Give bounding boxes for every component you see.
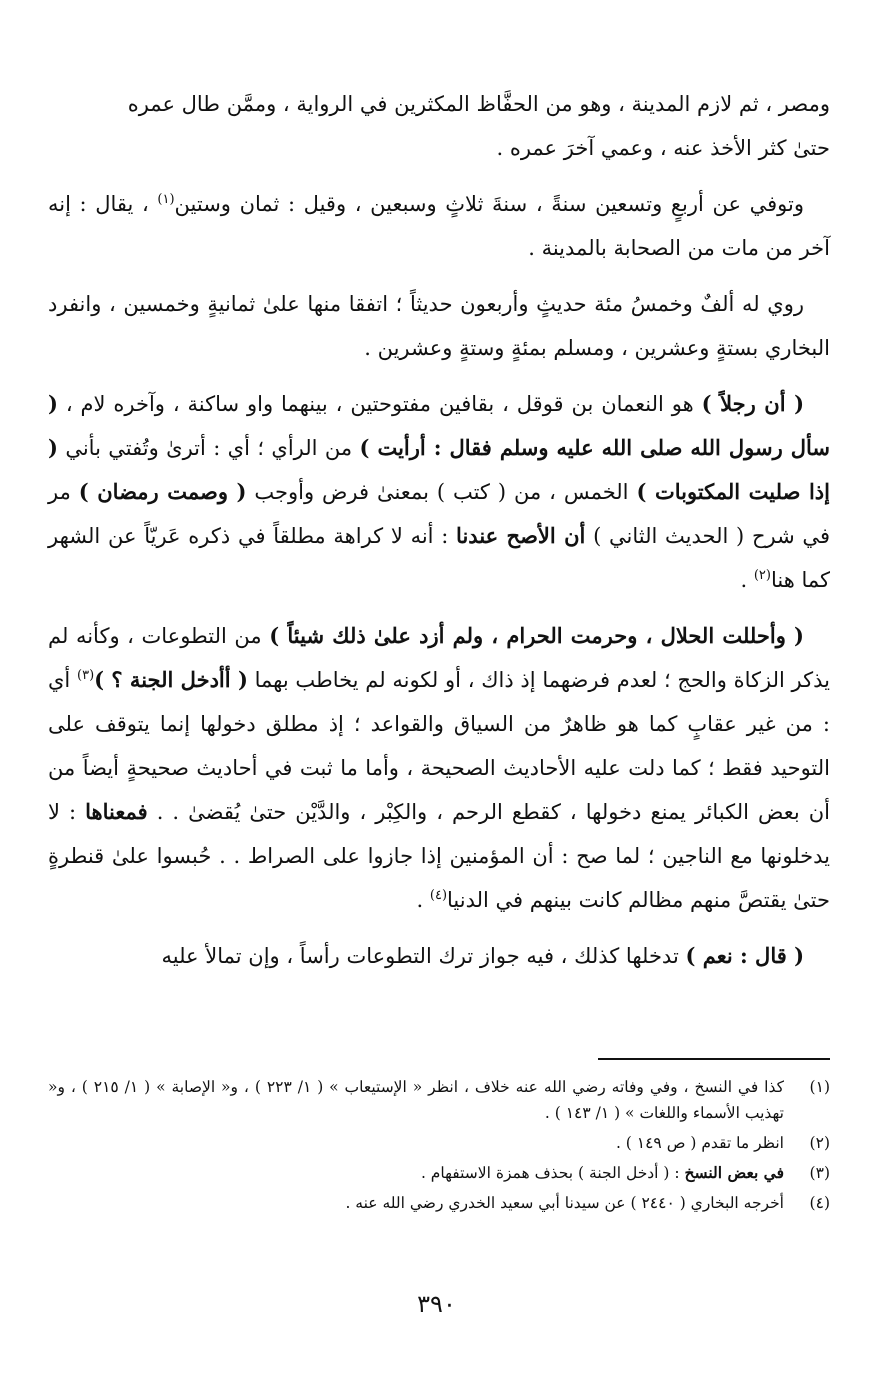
footnote-text: : ( أدخل الجنة ) بحذف همزة الاستفهام . xyxy=(420,1164,685,1182)
paragraph-1-line-2: حتىٰ كثر الأخذ عنه ، وعمي آخرَ عمره . xyxy=(496,136,830,160)
paragraph-5 xyxy=(48,614,830,922)
footnote-text: انظر ما تقدم ( ص ١٤٩ ) . xyxy=(615,1134,784,1152)
paragraph-4-text-1: هو النعمان بن قوقل ، بقافين مفتوحتين ، بينهما واو ساكنة ، وآخره لام ، xyxy=(57,392,702,416)
paragraph-3 xyxy=(48,282,830,370)
footnote-divider xyxy=(598,1058,830,1060)
footnote-ref-4[interactable]: (٤) xyxy=(429,888,448,903)
paragraph-2 xyxy=(48,182,830,270)
paragraph-5-text-2: أي : من غير عقابٍ كما هو ظاهرٌ من السياق والقواعد ؛ إذ مطلق دخولها إنما يتوقف على التوحيد فقط ؛ كما دلت عليه الأحاديث الصحيحة ، وأما ما ثبت في أحاديث صحيحةٍ أيضاً من أن بعض الكبائر يمنع دخولها ، كقطع الرحم ، والكِبْر ، والدَّيْن حتىٰ يُقضىٰ . . xyxy=(48,668,831,824)
footnote-ref-3[interactable]: (٣) xyxy=(77,668,95,683)
main-text xyxy=(48,82,830,978)
paragraph-2-text-b: ، يقال : إنه آخر من مات من الصحابة بالمدينة . xyxy=(48,192,830,260)
footnote-number: (٢) xyxy=(809,1134,830,1152)
paragraph-6-text-1: تدخلها كذلك ، فيه جواز ترك التطوعات رأساً ، وإن تمالأ عليه xyxy=(161,944,686,968)
footnote-2 xyxy=(48,1130,830,1156)
paragraph-6 xyxy=(48,934,830,978)
footnotes xyxy=(48,1074,830,1220)
quote-an-rajulan: ( أن رجلاً ) xyxy=(701,391,804,416)
footnote-text: أخرجه البخاري ( ٢٤٤٠ ) عن سيدنا أبي سعيد الخدري رضي الله عنه . xyxy=(345,1194,784,1212)
page-number: ٣٩٠ xyxy=(417,1290,456,1318)
footnote-number: (٤) xyxy=(809,1194,830,1212)
footnote-number: (١) xyxy=(809,1078,830,1096)
footnote-3 xyxy=(48,1160,830,1186)
paragraph-5-text-4: . xyxy=(416,888,430,912)
footnote-text-wrapper xyxy=(48,1160,784,1186)
paragraph-3-text: روي له ألفٌ وخمسُ مئة حديثٍ وأربعون حديثاً ؛ اتفقا منها علىٰ ثمانيةٍ وخمسين ، وانفرد البخاري بستةٍ وعشرين ، ومسلم بمئةٍ وستةٍ وعشرين . xyxy=(48,292,830,360)
paragraph-5-text-3: : لا يدخلونها مع الناجين ؛ لما صح : أن المؤمنين إذا جازوا على الصراط . . حُبسوا علىٰ قنطرةٍ حتىٰ يقتصَّ منهم مظالم كانت بينهم في الدنيا xyxy=(48,800,830,912)
paragraph-1-line-1: ومصر ، ثم لازم المدينة ، وهو من الحفَّاظ المكثرين في الرواية ، وممَّن طال عمره xyxy=(127,92,830,116)
quote-sumt-ramadan: ( وصمت رمضان ) xyxy=(78,479,247,504)
footnote-1 xyxy=(48,1074,830,1126)
quote-ahlalt-halal: ( وأحللت الحلال ، وحرمت الحرام ، ولم أزد علىٰ ذلك شيئاً ) xyxy=(269,623,804,648)
paragraph-4 xyxy=(48,382,830,602)
quote-qala-naam: ( قال : نعم ) xyxy=(685,943,804,968)
paragraph-4-text-2: من الرأي ؛ أي : أترىٰ وتُفتي بأني xyxy=(57,436,360,460)
footnote-number: (٣) xyxy=(809,1164,830,1182)
paragraph-4-text-6: . xyxy=(740,568,754,592)
quote-salayt-maktubat: ( إذا صليت المكتوبات ) xyxy=(48,435,830,504)
footnote-text: كذا في النسخ ، وفي وفاته رضي الله عنه خلاف ، انظر « الإستيعاب » ( ١/ ٢٢٣ ) ، و« الإصابة » ( ١/ ٢١٥ ) ، و« تهذيب الأسماء واللغات » ( ١/ ١٤٣ ) . xyxy=(48,1078,784,1122)
footnote-ref-1[interactable]: (١) xyxy=(157,192,175,207)
footnote-bold-lead: في بعض النسخ xyxy=(684,1163,784,1182)
paragraph-1 xyxy=(48,82,830,170)
paragraph-2-text-a: وتوفي عن أربعٍ وتسعين سنةً ، سنةَ ثلاثٍ وسبعين ، وقيل : ثمان وستين xyxy=(174,192,804,216)
footnote-4 xyxy=(48,1190,830,1216)
footnote-ref-2[interactable]: (٢) xyxy=(753,568,771,583)
paragraph-4-text-4: مر في شرح ( الحديث الثاني ) xyxy=(48,480,830,548)
paragraph-4-text-5: : أنه لا كراهة مطلقاً في ذكره عَريّاً عن الشهر كما هنا xyxy=(48,524,830,592)
quote-saal-rasul: ( سأل رسول الله صلى الله عليه وسلم فقال : أرأيت ) xyxy=(48,391,831,460)
paragraph-4-text-3: الخمس ، من ( كتب ) بمعنىٰ فرض وأوجب xyxy=(246,480,637,504)
quote-adkhul-jannah: ( أأدخل الجنة ؟ ) xyxy=(94,667,248,692)
quote-fa-manaha: فمعناها xyxy=(85,799,148,824)
paragraph-5-text-1: من التطوعات ، وكأنه لم يذكر الزكاة والحج ؛ لعدم فرضهما إذ ذاك ، أو لكونه لم يخاطب بهما xyxy=(48,624,831,692)
quote-al-asah: أن الأصح عندنا xyxy=(456,523,586,548)
